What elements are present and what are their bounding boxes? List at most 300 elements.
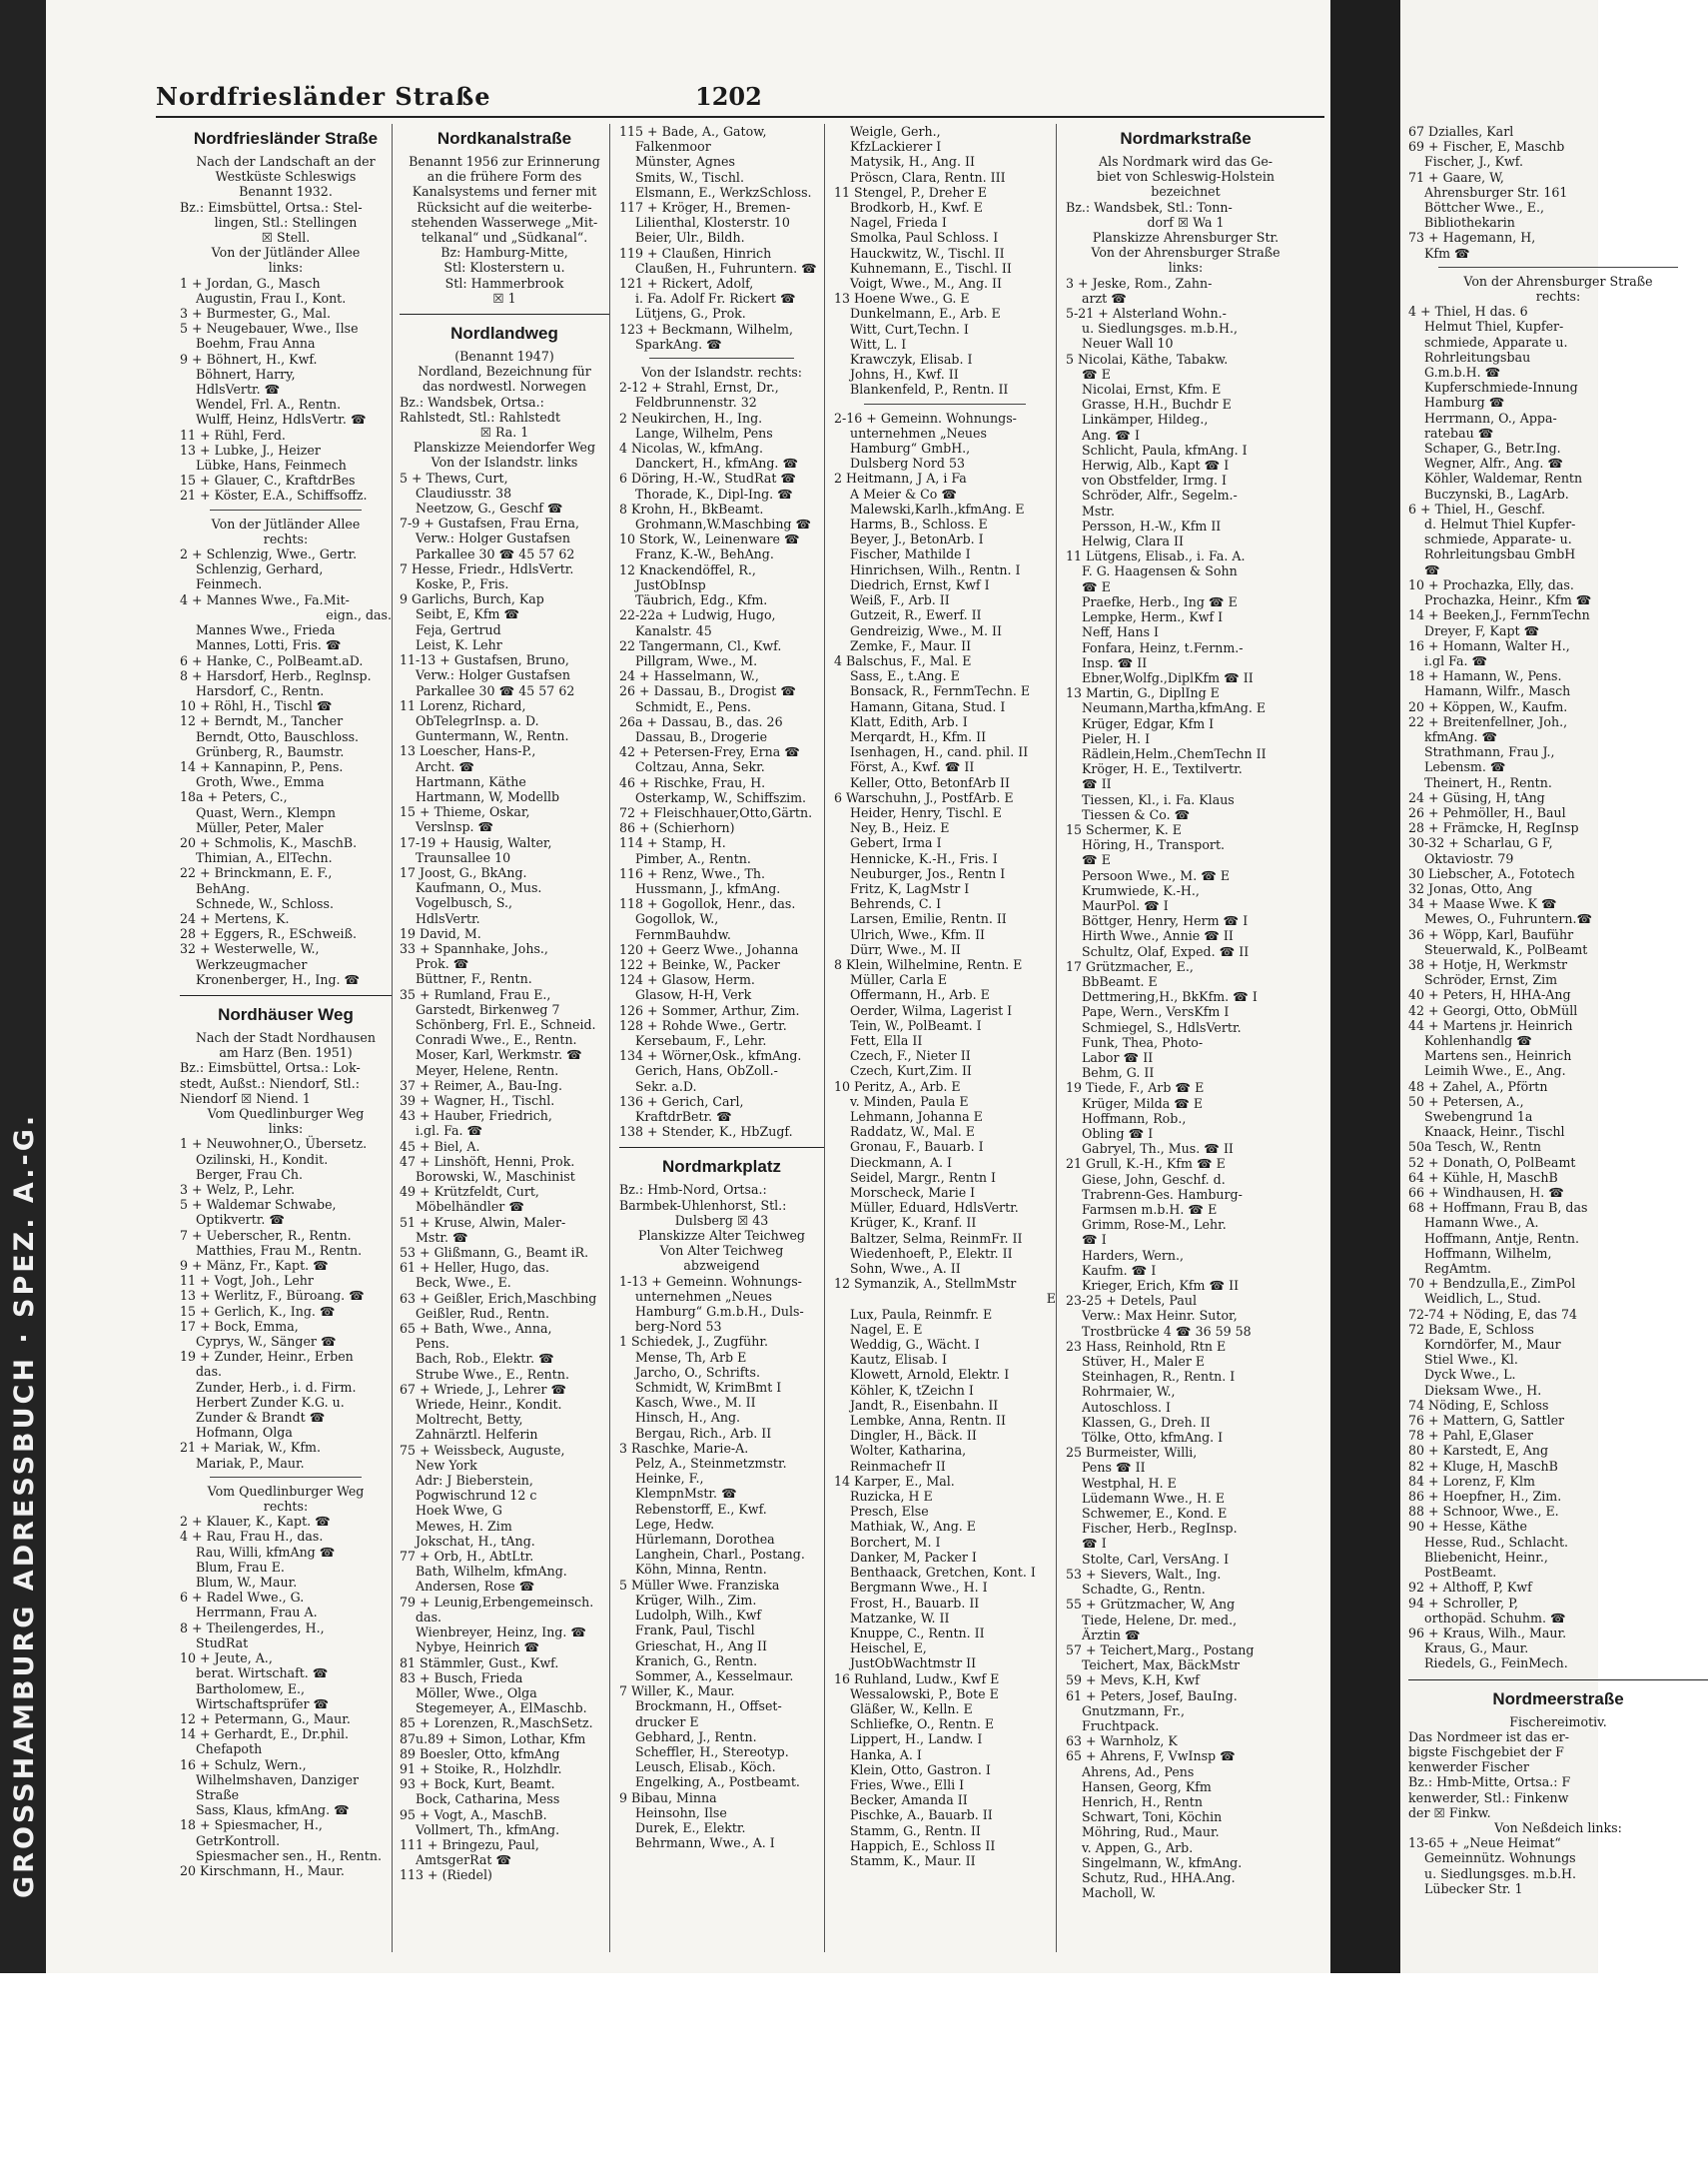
house-entry: 92 + Althoff, P, Kwf: [1408, 1580, 1532, 1596]
resident-entry: Fonfara, Heinz, t.Fernm.-: [1082, 639, 1244, 655]
house-entry: 53 + Glißmann, G., Beamt iR.: [400, 1245, 589, 1261]
street-note: Von der Ahrensburger Straße: [1091, 245, 1281, 261]
resident-entry: u. Siedlungsges. m.b.H.: [1424, 1865, 1577, 1881]
resident-entry: Groth, Wwe., Emma: [196, 774, 325, 790]
street-note: links:: [268, 1121, 304, 1137]
resident-entry: Behm, G. II: [1082, 1065, 1155, 1081]
resident-entry: von Obstfelder, Irmg. I: [1082, 473, 1227, 489]
resident-entry: Beyer, J., BetonArb. I: [850, 532, 984, 547]
house-entry: 1 Schiedek, J., Zugführ.: [619, 1334, 768, 1350]
resident-entry: RegAmtm.: [1424, 1261, 1492, 1277]
resident-entry: Kasch, Wwe., M. II: [635, 1395, 756, 1411]
house-entry: 10 + Jeute, A.,: [180, 1650, 273, 1666]
resident-entry: Tein, W., PolBeamt. I: [850, 1017, 982, 1033]
resident-entry: Böttcher Wwe., E.,: [1424, 200, 1544, 216]
house-entry: 14 + Beeken,J., FernmTechn: [1408, 607, 1590, 623]
house-entry: 7 + Ueberscher, R., Rentn.: [180, 1227, 352, 1243]
house-entry: 71 + Gaare, W,: [1408, 169, 1504, 185]
street-note: abzweigend: [683, 1258, 760, 1274]
resident-entry: Frost, H., Bauarb. II: [850, 1595, 980, 1611]
resident-entry: Oerder, Wilma, Lagerist I: [850, 1002, 1013, 1018]
resident-entry: Wilhelmshaven, Danziger: [196, 1771, 359, 1787]
section-divider: [1408, 1679, 1708, 1680]
resident-entry: Koske, P., Fris.: [416, 576, 509, 592]
resident-entry: Verslnsp. ☎: [416, 819, 494, 835]
resident-entry: Hirth Wwe., Annie ☎ II: [1082, 928, 1234, 944]
street-note: Von der Islandstr. links: [430, 455, 578, 471]
resident-entry: Grieschat, H., Ang II: [635, 1637, 767, 1653]
house-entry: 82 + Kluge, H, MaschB: [1408, 1458, 1558, 1474]
resident-entry: Mstr.: [1082, 503, 1116, 519]
street-heading: Nordmeerstraße: [1492, 1688, 1624, 1708]
house-entry: 19 Tiede, F., Arb ☎ E: [1066, 1080, 1205, 1096]
resident-entry: Linkämper, Hildeg.,: [1082, 412, 1209, 428]
resident-entry: Zunder, Herb., i. d. Firm.: [196, 1379, 357, 1395]
house-entry: 49 + Krützfeldt, Curt,: [400, 1184, 539, 1200]
resident-entry: Schadte, G., Rentn.: [1082, 1582, 1206, 1598]
resident-entry: Lütjens, G., Prok.: [635, 306, 746, 322]
house-entry: 128 + Rohde Wwe., Gertr.: [619, 1017, 787, 1033]
house-entry: Bz.: Hmb-Mitte, Ortsa.: F: [1408, 1774, 1571, 1790]
street-note: an die frühere Form des: [427, 169, 582, 185]
resident-entry: Bibliothekarin: [1424, 215, 1515, 231]
resident-entry: Buczynski, B., LagArb.: [1424, 486, 1569, 502]
resident-entry: Bath, Wilhelm, kfmAng.: [416, 1564, 567, 1580]
resident-entry: berat. Wirtschaft. ☎: [196, 1665, 329, 1681]
resident-entry: Gläßer, W., Kelln. E: [850, 1700, 973, 1716]
resident-entry: Presch, Else: [850, 1504, 929, 1520]
resident-entry: Parkallee 30 ☎ 45 57 62: [416, 682, 575, 698]
street-note: Dulsberg ☒ 43: [674, 1212, 769, 1228]
resident-entry: Rohrmaier, W.,: [1082, 1384, 1176, 1400]
resident-entry: Pischke, A., Bauarb. II: [850, 1807, 993, 1823]
resident-entry: Neff, Hans I: [1082, 624, 1160, 640]
resident-entry: Larsen, Emilie, Rentn. II: [850, 911, 1007, 927]
house-entry: 90 + Hesse, Käthe: [1408, 1519, 1527, 1535]
resident-entry: Vollmert, Th., kfmAng.: [416, 1821, 560, 1837]
resident-entry: Lembke, Anna, Rentn. II: [850, 1413, 1006, 1429]
street-note: Vom Quedlinburger Weg: [207, 1483, 365, 1499]
resident-entry: Pröscn, Clara, Rentn. III: [850, 169, 1006, 185]
resident-entry: Rau, Willi, kfmAng ☎: [196, 1544, 336, 1560]
resident-entry: Möhring, Rud., Maur.: [1082, 1824, 1220, 1840]
house-entry: 5 + Neugebauer, Wwe., Ilse: [180, 321, 359, 337]
house-entry: 113 + (Riedel): [400, 1867, 492, 1883]
resident-entry: Fries, Wwe., Elli I: [850, 1776, 965, 1792]
house-entry: 32 Jonas, Otto, Ang: [1408, 880, 1533, 896]
resident-entry: schmiede, Apparate u.: [1424, 334, 1568, 350]
street-note: ☒ Ra. 1: [479, 425, 529, 441]
resident-entry: Meyer, Helene, Rentn.: [416, 1062, 559, 1078]
house-entry: 8 Klein, Wilhelmine, Rentn. E: [834, 956, 1023, 972]
resident-entry: Ebner,Wolfg.,DiplKfm ☎ II: [1082, 669, 1254, 685]
house-entry: Bz.: Wandsbek, Ortsa.:: [400, 394, 544, 410]
resident-entry: Hansen, Georg, Kfm: [1082, 1778, 1212, 1794]
resident-entry: Smits, W., Tischl.: [635, 169, 744, 185]
section-divider: [619, 1147, 824, 1148]
resident-entry: Wulff, Heinz, HdlsVertr. ☎: [196, 412, 367, 428]
resident-entry: PostBeamt.: [1424, 1565, 1497, 1581]
street-note: Von der Jütländer Allee: [211, 245, 361, 261]
house-entry: 86 + (Schierhorn): [619, 820, 735, 836]
resident-entry: Hamburg“ GmbH.,: [850, 441, 971, 457]
street-note: Als Nordmark wird das Ge-: [1098, 154, 1274, 169]
resident-entry: Strathmann, Frau J.,: [1424, 744, 1555, 760]
resident-entry: Schwemer, E., Kond. E: [1082, 1506, 1228, 1522]
resident-entry: Lempke, Herm., Kwf I: [1082, 609, 1224, 625]
house-entry: Niendorf ☒ Niend. 1: [180, 1090, 311, 1106]
house-entry: 67 Dzialles, Karl: [1408, 124, 1514, 139]
resident-entry: Hesse, Rud., Schlacht.: [1424, 1534, 1569, 1550]
resident-entry: Malewski,Karlh.,kfmAng. E: [850, 501, 1025, 517]
next-page-column: [1408, 124, 1708, 1952]
house-entry: Bz.: Eimsbüttel, Ortsa.: Lok-: [180, 1060, 361, 1076]
street-note: am Harz (Ben. 1951): [219, 1045, 353, 1061]
resident-entry: Adr: J Bieberstein,: [416, 1473, 533, 1489]
resident-entry: Mathiak, W., Ang. E: [850, 1519, 976, 1535]
resident-entry: Leusch, Elisab., Köch.: [635, 1759, 776, 1775]
resident-entry: Rohrleitungsbau: [1424, 349, 1531, 365]
resident-entry: Dingler, H., Bäck. II: [850, 1428, 977, 1444]
resident-entry: Gutzeit, R., Ewerf. II: [850, 607, 982, 623]
resident-entry: Prochazka, Heinr., Kfm ☎: [1424, 592, 1592, 608]
resident-entry: Heischel, E,: [850, 1640, 927, 1656]
house-entry: 12 Knackendöffel, R.,: [619, 561, 756, 577]
house-entry: 10 + Prochazka, Elly, das.: [1408, 576, 1574, 592]
house-entry: Barmbek-Uhlenhorst, Stl.:: [619, 1197, 787, 1213]
resident-entry: Helwig, Clara II: [1082, 534, 1184, 549]
resident-entry: G.m.b.H. ☎: [1424, 365, 1501, 381]
street-note: eign., das.: [326, 606, 392, 622]
resident-entry: Danker, M, Packer I: [850, 1549, 977, 1565]
house-entry: 16 + Schulz, Wern.,: [180, 1756, 307, 1772]
resident-entry: Voigt, Wwe., M., Ang. II: [850, 276, 1002, 292]
resident-entry: Knuppe, C., Rentn. II: [850, 1625, 985, 1640]
resident-entry: Weiß, F., Arb. II: [850, 592, 950, 608]
house-entry: 13 Martin, G., DiplIng E: [1066, 685, 1220, 701]
street-note: Planskizze Meiendorfer Weg: [413, 440, 596, 456]
house-entry: 89 Boesler, Otto, kfmAng: [400, 1745, 560, 1761]
resident-entry: Stüver, H., Maler E: [1082, 1354, 1206, 1370]
house-entry: 15 + Thieme, Oskar,: [400, 804, 530, 820]
street-note: Nordland, Bezeichnung für: [418, 364, 591, 380]
resident-entry: Spiesmacher sen., H., Rentn.: [196, 1847, 382, 1863]
resident-entry: Grünberg, R., Baumstr.: [196, 743, 345, 759]
resident-entry: Schmiegel, S., HdlsVertr.: [1082, 1019, 1242, 1035]
house-entry: 52 + Donath, O, PolBeamt: [1408, 1154, 1576, 1170]
running-title: Nordfriesländer Straße: [156, 82, 491, 111]
resident-entry: Seidel, Margr., Rentn I: [850, 1169, 996, 1185]
resident-entry: Schnede, W., Schloss.: [196, 895, 334, 911]
resident-entry: Beier, Ulr., Bildh.: [635, 230, 745, 246]
house-entry: 3 + Jeske, Rom., Zahn-: [1066, 275, 1213, 291]
house-entry: 63 + Warnholz, K: [1066, 1733, 1178, 1749]
column-4: [834, 124, 1057, 1952]
section-divider: [210, 1477, 362, 1478]
resident-entry: Wessalowski, P., Bote E: [850, 1685, 999, 1701]
house-entry: 124 + Glasow, Herm.: [619, 972, 755, 988]
resident-entry: i. Fa. Adolf Fr. Rickert ☎: [635, 291, 796, 307]
resident-entry: Krumwiede, K.-H.,: [1082, 882, 1200, 898]
resident-entry: Reinmachefr II: [850, 1458, 946, 1474]
house-entry: 47 + Linshöft, Henni, Prok.: [400, 1153, 575, 1169]
resident-entry: Theinert, H., Rentn.: [1424, 774, 1552, 790]
street-note: Benannt 1956 zur Erinnerung: [409, 154, 600, 169]
resident-entry: F. G. Haagensen & Sohn: [1082, 563, 1238, 579]
house-entry: 22-22a + Ludwig, Hugo,: [619, 607, 776, 623]
house-entry: 13-65 + „Neue Heimat“: [1408, 1835, 1561, 1851]
house-entry: 11-13 + Gustafsen, Bruno,: [400, 652, 569, 668]
house-entry: 19 David, M.: [400, 925, 481, 941]
resident-entry: ratebau ☎: [1424, 425, 1494, 441]
resident-entry: Verw.: Holger Gustafsen: [416, 531, 570, 546]
house-entry: 111 + Bringezu, Paul,: [400, 1836, 539, 1852]
resident-entry: Happich, E., Schloss II: [850, 1837, 996, 1853]
house-entry: 73 + Hagemann, H,: [1408, 230, 1536, 246]
house-entry: 16 + Homann, Walter H.,: [1408, 637, 1570, 653]
street-note: Stl: Klosterstern u.: [443, 260, 565, 276]
resident-entry: Müller, Carla E: [850, 972, 948, 988]
resident-entry: Thorade, K., Dipl-Ing. ☎: [635, 486, 793, 502]
resident-entry: Ärztin ☎: [1082, 1627, 1141, 1642]
resident-entry: Merqardt, H., Kfm. II: [850, 728, 987, 744]
street-note: E: [1046, 1291, 1056, 1307]
house-entry: 26a + Dassau, B., das. 26: [619, 713, 783, 729]
resident-entry: i.gl. Fa. ☎: [416, 1123, 483, 1139]
resident-entry: Seibt, E, Kfm ☎: [416, 606, 520, 622]
house-entry: 28 + Främcke, H, RegInsp: [1408, 820, 1579, 836]
house-entry: 5 + Waldemar Schwabe,: [180, 1197, 337, 1213]
house-entry: 74 Nöding, E, Schloss: [1408, 1397, 1549, 1413]
resident-entry: Schaper, G., Betr.Ing.: [1424, 441, 1561, 457]
house-entry: Rahlstedt, Stl.: Rahlstedt: [400, 409, 561, 425]
house-entry: 85 + Lorenzen, R.,MaschSetz.: [400, 1715, 593, 1731]
resident-entry: Dettmering,H., BkKfm. ☎ I: [1082, 989, 1258, 1005]
resident-entry: Thimian, A., ElTechn.: [196, 850, 333, 866]
resident-entry: Heinke, F.,: [635, 1471, 704, 1487]
house-entry: 12 Symanzik, A., StellmMstr: [834, 1276, 1017, 1292]
house-entry: 38 + Hotje, H, Werkmstr: [1408, 956, 1568, 972]
resident-entry: Garstedt, Birkenweg 7: [416, 1001, 560, 1017]
resident-entry: Elsmann, E., WerkzSchloss.: [635, 184, 812, 200]
house-entry: 9 Bibau, Minna: [619, 1789, 717, 1805]
resident-entry: AmtsgerRat ☎: [416, 1852, 512, 1868]
resident-entry: Tiessen, Kl., i. Fa. Klaus: [1082, 791, 1235, 807]
resident-entry: Claudiusstr. 38: [416, 485, 512, 501]
resident-entry: Mannes Wwe., Frieda: [196, 622, 336, 638]
house-entry: 70 + Bendzulla,E., ZimPol: [1408, 1276, 1576, 1292]
resident-entry: Hennicke, K.-H., Fris. I: [850, 850, 998, 866]
resident-entry: Kröger, H. E., Textilvertr.: [1082, 761, 1243, 777]
resident-entry: Fischer, Mathilde I: [850, 546, 971, 562]
house-entry: 3 + Burmester, G., Mal.: [180, 306, 332, 322]
resident-entry: Rohrleitungsbau GmbH: [1424, 546, 1576, 562]
resident-entry: Moser, Karl, Werkmstr. ☎: [416, 1047, 582, 1063]
house-entry: 114 + Stamp, H.: [619, 835, 726, 851]
resident-entry: Hartmann, Käthe: [416, 773, 526, 789]
house-entry: 13 Loescher, Hans-P.,: [400, 743, 536, 759]
resident-entry: Kranich, G., Rentn.: [635, 1652, 758, 1668]
resident-entry: Ahrens, Ad., Pens: [1082, 1763, 1195, 1779]
resident-entry: Krüger, Wilh., Zim.: [635, 1592, 757, 1608]
resident-entry: Hoffmann, Wilhelm,: [1424, 1245, 1552, 1261]
resident-entry: KraftdrBetr. ☎: [635, 1109, 732, 1124]
resident-entry: Witt, L. I: [850, 336, 907, 352]
resident-entry: Swebengrund 1a: [1424, 1109, 1533, 1124]
resident-entry: JustObWachtmstr II: [850, 1655, 977, 1671]
resident-entry: Bonsack, R., FernmTechn. E: [850, 683, 1031, 699]
resident-entry: Kraus, G., Maur.: [1424, 1640, 1529, 1656]
resident-entry: Sass, E., t.Ang. E: [850, 668, 960, 684]
resident-entry: Baltzer, Selma, ReinmFr. II: [850, 1230, 1023, 1246]
resident-entry: Hartmann, W, Modellb: [416, 788, 560, 804]
house-entry: 75 + Weissbeck, Auguste,: [400, 1442, 565, 1458]
resident-entry: i.gl Fa. ☎: [1424, 652, 1488, 668]
resident-entry: Pens ☎ II: [1082, 1460, 1146, 1476]
street-note: stehenden Wasserwege „Mit-: [411, 214, 598, 230]
house-entry: 2 + Klauer, K., Kapt. ☎: [180, 1514, 331, 1530]
house-entry: 46 + Rischke, Frau, H.: [619, 774, 766, 790]
street-note: Von der Islandstr. rechts:: [641, 365, 802, 381]
house-entry: 80 + Karstedt, E, Ang: [1408, 1443, 1549, 1459]
resident-entry: Brockmann, H., Offset-: [635, 1698, 782, 1714]
house-entry: der ☒ Finkw.: [1408, 1804, 1491, 1820]
street-note: rechts:: [1535, 289, 1581, 305]
resident-entry: u. Siedlungsges. m.b.H.,: [1082, 321, 1239, 337]
resident-entry: Nagel, Frieda I: [850, 215, 947, 231]
resident-entry: Schutz, Rud., HHA.Ang.: [1082, 1869, 1236, 1885]
house-entry: 120 + Geerz Wwe., Johanna: [619, 941, 799, 957]
resident-entry: Wendel, Frl. A., Rentn.: [196, 397, 342, 413]
resident-entry: Bartholomew, E.,: [196, 1680, 306, 1696]
house-entry: 1-13 + Gemeinn. Wohnungs-: [619, 1273, 802, 1289]
house-entry: bigste Fischgebiet der F: [1408, 1743, 1564, 1759]
house-entry: 6 + Hanke, C., PolBeamt.aD.: [180, 652, 364, 668]
street-note: Stl: Hammerbrook: [444, 275, 564, 291]
resident-entry: Langhein, Charl., Postang.: [635, 1547, 805, 1563]
street-note: Von Neßdeich links:: [1494, 1819, 1622, 1835]
house-entry: 4 + Rau, Frau H., das.: [180, 1529, 324, 1545]
house-entry: 61 + Heller, Hugo, das.: [400, 1260, 549, 1276]
resident-entry: StudRat: [196, 1634, 249, 1650]
house-entry: 59 + Mevs, K.H, Kwf: [1066, 1672, 1200, 1688]
house-entry: 40 + Peters, H, HHA-Ang: [1408, 987, 1571, 1003]
resident-entry: Leimih Wwe., E., Ang.: [1424, 1063, 1566, 1079]
resident-entry: Hamburg ☎: [1424, 395, 1505, 411]
resident-entry: unternehmen „Neues: [850, 425, 987, 441]
resident-entry: Parkallee 30 ☎ 45 57 62: [416, 545, 575, 561]
resident-entry: Fritz, K, LagMstr I: [850, 880, 970, 896]
section-divider: [864, 404, 1026, 405]
resident-entry: Tiessen & Co. ☎: [1082, 806, 1191, 822]
street-note: lingen, Stl.: Stellingen: [214, 214, 358, 230]
house-entry: 51 + Kruse, Alwin, Maler-: [400, 1214, 566, 1230]
street-note: Von Alter Teichweg: [659, 1243, 784, 1259]
resident-entry: Czech, Kurt,Zim. II: [850, 1063, 972, 1079]
resident-entry: Jarcho, O., Schrifts.: [635, 1364, 760, 1380]
resident-entry: Obling ☎ I: [1082, 1126, 1154, 1141]
resident-entry: Offermann, H., Arb. E: [850, 987, 990, 1003]
house-entry: 4 Nicolas, W., kfmAng.: [619, 441, 763, 457]
resident-entry: Hinsch, H., Ang.: [635, 1410, 741, 1426]
resident-entry: Hamann Wwe., A.: [1424, 1215, 1539, 1231]
house-entry: 17 Grützmacher, E.,: [1066, 958, 1194, 974]
resident-entry: MaurPol. ☎ I: [1082, 897, 1169, 913]
resident-entry: Chefapoth: [196, 1741, 263, 1757]
resident-entry: Czech, F., Nieter II: [850, 1048, 971, 1064]
house-entry: 3 Raschke, Marie-A.: [619, 1440, 749, 1456]
resident-entry: Gronau, F., Bauarb. I: [850, 1139, 984, 1155]
house-entry: 69 + Fischer, E, Maschb: [1408, 139, 1565, 155]
resident-entry: Gogollok, W.,: [635, 911, 719, 927]
house-entry: 21 Grull, K.-H., Kfm ☎ E: [1066, 1156, 1226, 1172]
resident-entry: Weddig, G., Wächt. I: [850, 1337, 980, 1353]
house-entry: 11 Lorenz, Richard,: [400, 697, 526, 713]
house-entry: 12 + Berndt, M., Tancher: [180, 713, 344, 729]
house-entry: 126 + Sommer, Arthur, Zim.: [619, 1002, 800, 1018]
resident-entry: Neumann,Martha,kfmAng. E: [1082, 700, 1267, 716]
resident-entry: Stamm, G., Rentn. II: [850, 1822, 981, 1838]
house-entry: 134 + Wörner,Osk., kfmAng.: [619, 1048, 802, 1064]
resident-entry: Prok. ☎: [416, 956, 469, 972]
street-note: Benannt 1932.: [239, 184, 333, 200]
resident-entry: Funk, Thea, Photo-: [1082, 1034, 1204, 1050]
resident-entry: ☎ E: [1082, 852, 1111, 868]
resident-entry: Blum, W., Maur.: [196, 1575, 298, 1591]
house-entry: 18a + Peters, C.,: [180, 789, 288, 805]
resident-entry: HdlsVertr.: [416, 910, 480, 926]
house-entry: 5 Müller Wwe. Franziska: [619, 1577, 780, 1593]
resident-entry: drucker E: [635, 1713, 699, 1729]
resident-entry: ☎ I: [1082, 1232, 1107, 1248]
resident-entry: Pogwischrund 12 c: [416, 1488, 537, 1504]
house-entry: 24 + Mertens, K.: [180, 910, 290, 926]
resident-entry: Harms, B., Schloss. E: [850, 517, 988, 533]
resident-entry: Hoek Wwe, G: [416, 1503, 502, 1519]
house-entry: 6 Döring, H.-W., StudRat ☎: [619, 471, 797, 487]
resident-entry: Gnutzmann, Fr.,: [1082, 1702, 1186, 1718]
resident-entry: Herbert Zunder K.G. u.: [196, 1394, 345, 1410]
street-note: rechts:: [263, 1499, 309, 1515]
resident-entry: Wirtschaftsprüfer ☎: [196, 1695, 330, 1711]
book-spine: [0, 0, 46, 1973]
resident-entry: Trostbrücke 4 ☎ 36 59 58: [1082, 1323, 1252, 1339]
resident-entry: Müller, Eduard, HdlsVertr.: [850, 1200, 1019, 1216]
resident-entry: Krieger, Erich, Kfm ☎ II: [1082, 1278, 1240, 1294]
house-entry: 16 Ruhland, Ludw., Kwf E: [834, 1670, 1000, 1686]
resident-entry: ObTelegrInsp. a. D.: [416, 712, 539, 728]
resident-entry: Schmidt, E., Pens.: [635, 698, 752, 714]
house-entry: kenwerder Fischer: [1408, 1759, 1529, 1775]
house-entry: 11 Lütgens, Elisab., i. Fa. A.: [1066, 548, 1246, 564]
column-5: [1066, 124, 1305, 1952]
resident-entry: Zunder & Brandt ☎: [196, 1410, 326, 1426]
resident-entry: schmiede, Apparate- u.: [1424, 532, 1572, 547]
resident-entry: Nicolai, Ernst, Kfm. E: [1082, 382, 1222, 398]
resident-entry: Vogelbusch, S.,: [416, 895, 513, 911]
resident-entry: Knaack, Heinr., Tischl: [1424, 1124, 1565, 1140]
resident-entry: Sass, Klaus, kfmAng. ☎: [196, 1802, 350, 1818]
resident-entry: Kronenberger, H., Ing. ☎: [196, 971, 361, 987]
house-entry: 4 + Thiel, H das. 6: [1408, 304, 1528, 320]
resident-entry: Berger, Frau Ch.: [196, 1166, 304, 1182]
spine-text: GROSSHAMBURG ADRESSBUCH · SPEZ. A.-G.: [9, 1112, 40, 1898]
resident-entry: Westphal, H. E: [1082, 1475, 1177, 1491]
house-entry: 7-9 + Gustafsen, Frau Erna,: [400, 516, 579, 532]
resident-entry: Weidlich, L., Stud.: [1424, 1291, 1541, 1307]
street-note: bezeichnet: [1151, 184, 1221, 200]
street-note: dorf ☒ Wa 1: [1147, 214, 1225, 230]
